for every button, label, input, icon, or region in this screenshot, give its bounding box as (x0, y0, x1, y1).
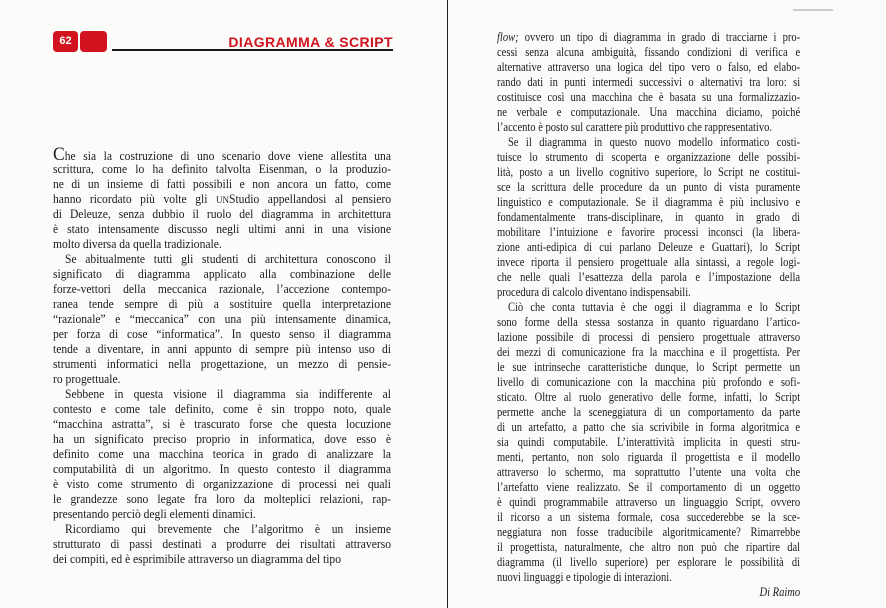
text-line: alternative attraverso una logica del tipo vero o falso, ed elabo- (497, 60, 801, 74)
text-line: sono forme della stessa sostanza in quanto riguardano l’artico- (497, 315, 801, 329)
right-page (497, 30, 800, 600)
text-line (497, 30, 800, 45)
chapter-title: DIAGRAMMA & SCRIPT (228, 34, 393, 50)
text-line: Ricordiamo qui brevemente che l’algoritmo è un insieme (65, 522, 391, 536)
text-line: Se abitualmente tutti gli studenti di architettura conoscono il (65, 252, 391, 266)
text-line: l’artefatto viene realizzato. Se il comportamento di un oggetto (497, 480, 801, 494)
text-line: tende a diventare, in anni appunto di sempre più intenso uso di (53, 342, 391, 356)
text-line: è stato intensamente discusso negli ultimi anni in una visione (53, 222, 391, 236)
text-line: scrittura, come lo ha definito talvolta Eisenman, o la produzio- (53, 162, 391, 176)
text-line: è quindi programmabile attraverso un linguaggio Script, ovvero (497, 495, 801, 509)
left-page (53, 144, 391, 567)
text-line: Che sia la costruzione di uno scenario dove viene allestita una (53, 144, 391, 165)
text-line: invece riporta il pensiero progettuale alla sintassi, a regole logi- (497, 255, 801, 269)
text-line: permette anche la sceneggiatura di un comportamento da parte (497, 405, 801, 419)
text-line: “macchina astratta”, si è trascurato forse che questa locuzione (53, 417, 391, 431)
scan-artifact-line (793, 9, 833, 11)
text-line: Sebbene in questa visione il diagramma sia indifferente al (65, 387, 391, 401)
page-number-badge (53, 31, 78, 52)
text-line: significato di diagramma applicato alla combinazione delle (53, 267, 391, 281)
text-line: mobilitare l’intuizione e favorire processi inconsci (la libera- (497, 225, 801, 239)
paragraph (497, 300, 800, 585)
text-line: molto diversa da quella tradizionale. (53, 237, 222, 251)
text-line: il ricorso a un sistema formale, cosa succederebbe se la sce- (497, 510, 801, 524)
text-line: procedura di calcolo diventano indispensabili. (497, 285, 691, 299)
paragraph (53, 252, 391, 387)
text-line: livello di comunicazione con la macchina più profondo e sofi- (497, 375, 801, 389)
text-line: ha un significato preciso proprio in informatica, dove esso è (53, 432, 391, 446)
paragraph (53, 144, 391, 252)
text-line: le sue intrinseche caratteristiche dunque, lo Script permette un (497, 360, 801, 374)
text-line: è visto come strumento di organizzazione di processi nei quali (53, 477, 391, 491)
text-line: dei mezzi di comunicazione fra la macchina e il progettista. Per (497, 345, 801, 359)
text-line: Ciò che conta tuttavia è che oggi il diagramma e lo Script (507, 300, 801, 314)
text-line: nuovi linguaggi e tipologie di interazioni. (497, 570, 672, 584)
text-segment: UN (215, 195, 230, 206)
text-line: che nelle quali l’esattezza della parola e l’impostazione della (497, 270, 801, 284)
text-line: Se il diagramma in questo nuovo modello informatico costi- (507, 135, 801, 149)
page-spine-divider (447, 0, 448, 608)
text-line (53, 192, 391, 207)
text-line: cessi senza alcuna ambiguità, fissando condizioni di verifica e (497, 45, 801, 59)
text-segment: flow; (497, 30, 519, 44)
text-line: forze-vettori della meccanica razionale, l’accezione contempo- (53, 282, 391, 296)
text-line: contesto e come tale definito, come è sin troppo noto, quale (53, 402, 391, 416)
paragraph (497, 30, 800, 135)
text-line: rando dati in punti intermedi successivi o alternativi tra loro: si (497, 75, 801, 89)
paragraph (53, 522, 391, 567)
right-page-body (497, 30, 800, 600)
text-line: lità, posto a un livello cognitivo superiore, lo Script ne costitui- (497, 165, 801, 179)
text-line: strutturato di passi destinati a produrre dei risultati attraverso (53, 537, 391, 551)
text-line: ne verbale e computazionale. Una macchina diciamo, poiché (497, 105, 801, 119)
text-line: definito come una macchina teorica in grado di analizzare la (53, 447, 391, 461)
text-line: ro progettuale. (53, 372, 121, 386)
text-line: il progettista, naturalmente, che altro non può che ripartire dal (497, 540, 801, 554)
text-line: ranea tende sempre di più a sostituire quella interpretazione (53, 297, 391, 311)
accent-badge (80, 31, 107, 52)
text-segment: Studio appellandosi al pensiero (229, 192, 391, 206)
text-line: di un artefatto, a patto che sia scrivibile in forma algoritmica e (497, 420, 801, 434)
text-line: l’accento è posto sul carattere più produttivo che rappresentativo. (497, 120, 773, 134)
text-line: zione anti-edipica di cui parlano Deleuze e Guattari), lo Script (497, 240, 801, 254)
paragraph (497, 135, 800, 300)
text-line: presentando perciò degli elementi dinamici. (53, 507, 256, 521)
text-line: strumenti informatici nella progettazione, un mezzo di pensie- (53, 357, 391, 371)
text-line: menti, pertanto, non solo riguarda il progettista e il modello (497, 450, 801, 464)
text-line: fondamentalmente trans-disciplinare, in quanto in grado di (497, 210, 801, 224)
text-line: costituisce così una macchina che è basata su una formalizzazio- (497, 90, 801, 104)
text-line: linguistico e computazionale. Se il diagramma è più inclusivo e (497, 195, 801, 209)
text-line: computabilità di un algoritmo. In questo contesto il diagramma (53, 462, 391, 476)
text-line: sticato. Oltre al ruolo generativo delle forme, infatti, lo Script (497, 390, 801, 404)
text-segment: ovvero un tipo di diagramma in grado di tracciarne i pro- (518, 30, 801, 44)
text-segment: hanno ricordato più volte gli (53, 192, 216, 206)
text-line: tuisce lo strumento di scoperta e organizzazione delle possibi- (497, 150, 801, 164)
text-line: neggiatura non fosse traducibile algoritmicamente? Rimarrebbe (497, 525, 801, 539)
author-signature: Di Raimo (759, 585, 801, 599)
text-line: “razionale” e “meccanica” con una più intensamente dinamica, (53, 312, 391, 326)
text-line: ne di un insieme di fatti possibili e non ancora un fatto, come (53, 177, 391, 191)
text-line: sce la scrittura delle procedure da un punto di vista puramente (497, 180, 801, 194)
text-line: lazione possibile di processi di pensiero progettuale attraverso (497, 330, 801, 344)
paragraph (53, 387, 391, 522)
text-line: diagramma (il livello superiore) per esplorare le possibilità di (497, 555, 801, 569)
text-line: sia quindi computabile. L’interattività implicita in questi stru- (497, 435, 801, 449)
text-line: per forza di cose “informatica”. In questo senso il diagramma (53, 327, 391, 341)
text-line: dei compiti, ed è esprimibile attraverso un diagramma del tipo (53, 552, 342, 566)
text-line: attraverso lo schermo, ma soprattutto l’utente una volta che (497, 465, 801, 479)
text-line: di Deleuze, senza dubbio il ruolo del diagramma in architettura (53, 207, 391, 221)
page-number: 62 (59, 35, 72, 47)
left-page-body (53, 144, 391, 567)
text-line: le grandezze sono legate fra loro da molteplici relazioni, rap- (53, 492, 391, 506)
